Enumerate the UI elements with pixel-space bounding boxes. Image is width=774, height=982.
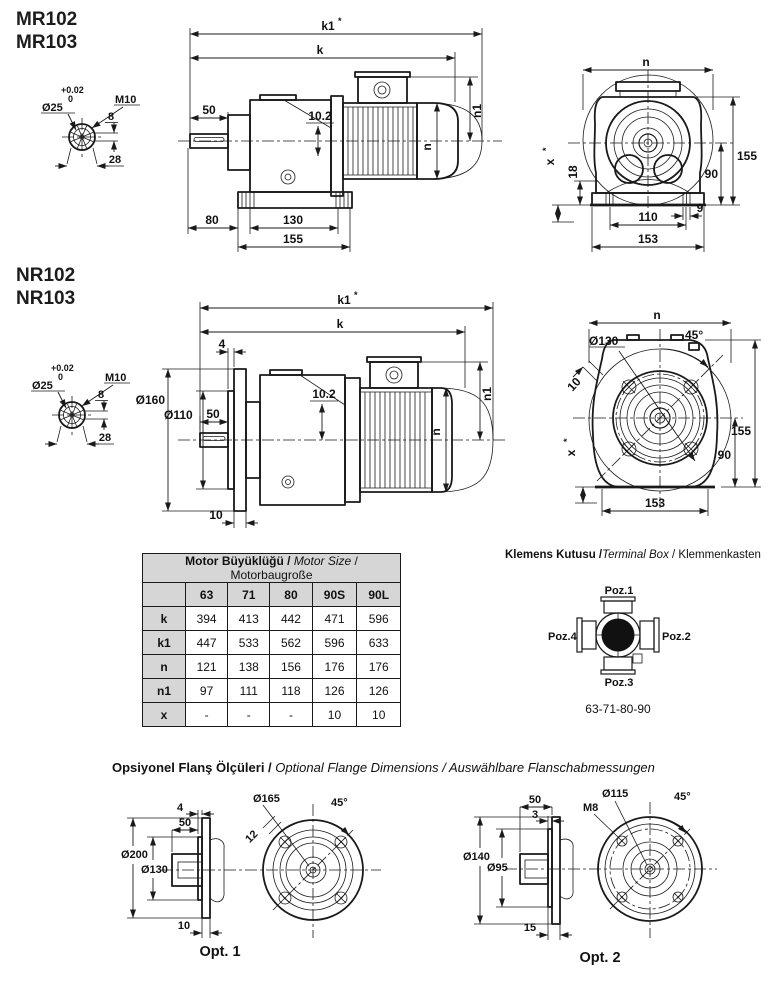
mr-dim-n1: n1 <box>470 103 484 119</box>
terminal-box-title <box>505 549 761 561</box>
poz2-label: Poz.2 <box>662 631 691 643</box>
col-header: 63 <box>186 583 228 607</box>
nr-dim-k1-star: * <box>354 290 358 300</box>
mr-dim-n: n <box>420 143 434 151</box>
mr-end-dim-x-star: * <box>541 147 551 151</box>
cell: 126 <box>357 679 401 703</box>
nr-dim-n1: n1 <box>480 386 494 402</box>
flange-opt2-drawing <box>435 788 735 953</box>
mr-dim-k: k <box>316 43 324 57</box>
shaft-tolerance-plus: +0.02 <box>51 363 74 373</box>
opt1-label: Opt. 1 <box>199 944 241 960</box>
shaft-key-height-label: 8 <box>97 389 105 401</box>
terminal-box-diagram <box>530 580 710 720</box>
cell: - <box>186 703 228 727</box>
opt1-dim-dia165: Ø165 <box>253 793 280 805</box>
mr-end-dim-9: 9 <box>696 201 704 215</box>
nr-dim-k1: k1 <box>337 293 351 307</box>
cell: 562 <box>270 631 312 655</box>
opt1-dim-dia200: Ø200 <box>121 849 148 861</box>
mr-end-view-drawing <box>540 48 774 258</box>
nr-shaft-detail-drawing <box>18 358 138 458</box>
nr-end-view-drawing <box>545 303 774 528</box>
nr-end-dim-153: 153 <box>644 496 666 510</box>
flange-title-tr: Opsiyonel Flanş Ölçüleri / <box>112 760 276 775</box>
table-header-row <box>143 583 401 607</box>
opt2-dim-dia140: Ø140 <box>463 851 490 863</box>
table-row <box>143 703 401 727</box>
nr-end-dim-dia130: Ø130 <box>589 334 619 348</box>
flange-section-title <box>112 760 655 775</box>
terminal-box-sizes-caption: 63-71-80-90 <box>585 702 651 716</box>
mr-shaft-detail-drawing <box>28 80 148 180</box>
mr-model-line2: MR103 <box>16 32 78 53</box>
mr-end-dim-18: 18 <box>566 165 580 179</box>
row-label: k <box>143 607 186 631</box>
nr-model-line2: NR103 <box>16 288 76 309</box>
table-row <box>143 607 401 631</box>
nr-side-view-drawing <box>135 290 513 530</box>
cell: 596 <box>312 631 357 655</box>
table-title-en: Motor Size <box>293 554 352 568</box>
cell: 111 <box>228 679 270 703</box>
shaft-key-height-label: 8 <box>107 111 115 123</box>
nr-model-line1: NR102 <box>16 265 76 286</box>
mr-dim-10-2: 10.2 <box>308 109 332 123</box>
cell: 176 <box>357 655 401 679</box>
table-title-tr: Motor Büyüklüğü / <box>185 554 294 568</box>
cell: 394 <box>186 607 228 631</box>
terminal-title-en: Terminal Box <box>602 549 669 561</box>
cell: 413 <box>228 607 270 631</box>
table-title-row <box>143 554 401 583</box>
opt1-dim-50: 50 <box>178 817 192 829</box>
opt1-dim-slot-12: 12 <box>243 828 261 846</box>
nr-dim-50: 50 <box>206 407 220 421</box>
cell: 442 <box>270 607 312 631</box>
nr-end-dim-slot-10: 10 <box>564 374 584 394</box>
nr-end-dim-n: n <box>653 308 661 322</box>
table-corner-cell <box>143 583 186 607</box>
nr-dim-10-2: 10.2 <box>312 387 336 401</box>
nr-model-title <box>16 264 75 310</box>
table-row <box>143 679 401 703</box>
opt2-dim-15: 15 <box>523 922 537 934</box>
nr-dim-dia160: Ø160 <box>135 393 165 407</box>
row-label: n1 <box>143 679 186 703</box>
shaft-key-width-label: 28 <box>108 154 122 166</box>
nr-dim-4: 4 <box>218 337 226 351</box>
opt2-dim-3: 3 <box>531 809 539 821</box>
shaft-thread-label: M10 <box>115 94 137 106</box>
opt1-dim-4: 4 <box>176 802 184 814</box>
mr-end-dim-155: 155 <box>737 149 758 163</box>
mr-base-pads <box>242 192 348 208</box>
opt2-dim-dia95: Ø95 <box>487 862 508 874</box>
row-label: x <box>143 703 186 727</box>
mr-end-dim-n: n <box>642 55 650 69</box>
opt2-dim-m8: M8 <box>583 802 599 814</box>
col-header: 71 <box>228 583 270 607</box>
nr-dim-10: 10 <box>209 508 223 522</box>
nr-end-dim-90: 90 <box>717 448 731 462</box>
shaft-tolerance-zero: 0 <box>58 372 64 382</box>
motor-size-table <box>142 553 401 727</box>
cell: 596 <box>357 607 401 631</box>
nr-dim-dia110: Ø110 <box>164 408 193 422</box>
nr-end-dim-155: 155 <box>730 424 751 438</box>
shaft-thread-label: M10 <box>105 372 127 384</box>
nr-end-dim-x-star: * <box>562 438 572 442</box>
col-header: 90L <box>357 583 401 607</box>
cell: 447 <box>186 631 228 655</box>
shaft-diameter-label: Ø25 <box>32 380 53 392</box>
opt2-dim-dia115: Ø115 <box>602 788 629 800</box>
mr-dim-155: 155 <box>282 232 304 246</box>
cell: 10 <box>357 703 401 727</box>
poz3-label: Poz.3 <box>604 677 634 689</box>
row-label: k1 <box>143 631 186 655</box>
table-row <box>143 655 401 679</box>
opt1-dim-dia130: Ø130 <box>141 864 168 876</box>
opt2-dim-50: 50 <box>528 794 542 806</box>
flange-title-latin: Optional Flange Dimensions / Auswählbare Flanschabmessungen <box>275 760 655 775</box>
mr-dim-130: 130 <box>282 213 304 227</box>
cell: 471 <box>312 607 357 631</box>
cell: 126 <box>312 679 357 703</box>
cell: 121 <box>186 655 228 679</box>
mr-end-dim-110: 110 <box>638 210 658 224</box>
row-label: n <box>143 655 186 679</box>
cell: 533 <box>228 631 270 655</box>
opt1-dim-10: 10 <box>177 920 191 932</box>
mr-end-dim-90: 90 <box>704 167 718 181</box>
mr-end-dim-x: x <box>543 158 557 166</box>
col-header: 90S <box>312 583 357 607</box>
mr-end-dim-153: 153 <box>637 232 659 246</box>
nr-dim-n: n <box>429 428 443 436</box>
shaft-key-width-label: 28 <box>98 432 112 444</box>
poz1-label: Poz.1 <box>604 585 634 597</box>
table-title-de: / Motorbaugroße <box>230 554 358 582</box>
cell: 118 <box>270 679 312 703</box>
shaft-tolerance-zero: 0 <box>68 94 74 104</box>
cell: - <box>270 703 312 727</box>
terminal-title-tr: Klemens Kutusu / <box>505 549 603 561</box>
poz4-label: Poz.4 <box>548 631 577 643</box>
table-row <box>143 631 401 655</box>
terminal-title-de: / Klemmenkasten <box>668 549 761 561</box>
nr-end-dim-x: x <box>564 449 578 457</box>
cell: 97 <box>186 679 228 703</box>
shaft-tolerance-plus: +0.02 <box>61 85 84 95</box>
opt1-dim-45: 45° <box>331 797 348 809</box>
nr-dim-k: k <box>336 317 344 331</box>
cell: 176 <box>312 655 357 679</box>
mr-dim-k1-star: * <box>338 16 342 26</box>
cell: 138 <box>228 655 270 679</box>
cell: 633 <box>357 631 401 655</box>
shaft-diameter-label: Ø25 <box>42 102 63 114</box>
mr-dim-80: 80 <box>205 213 219 227</box>
mr-motor-fins <box>348 107 413 175</box>
mr-side-view-drawing <box>172 14 507 259</box>
flange-opt1-drawing <box>103 790 393 948</box>
cell: 156 <box>270 655 312 679</box>
mr-model-line1: MR102 <box>16 9 78 30</box>
opt2-label: Opt. 2 <box>579 950 621 966</box>
cell: - <box>228 703 270 727</box>
mr-dim-k1: k1 <box>321 19 335 33</box>
opt2-dim-45: 45° <box>674 791 691 803</box>
cell: 10 <box>312 703 357 727</box>
col-header: 80 <box>270 583 312 607</box>
mr-model-title <box>16 8 77 54</box>
mr-dim-50: 50 <box>202 103 216 117</box>
nr-end-dim-45: 45° <box>685 328 704 342</box>
